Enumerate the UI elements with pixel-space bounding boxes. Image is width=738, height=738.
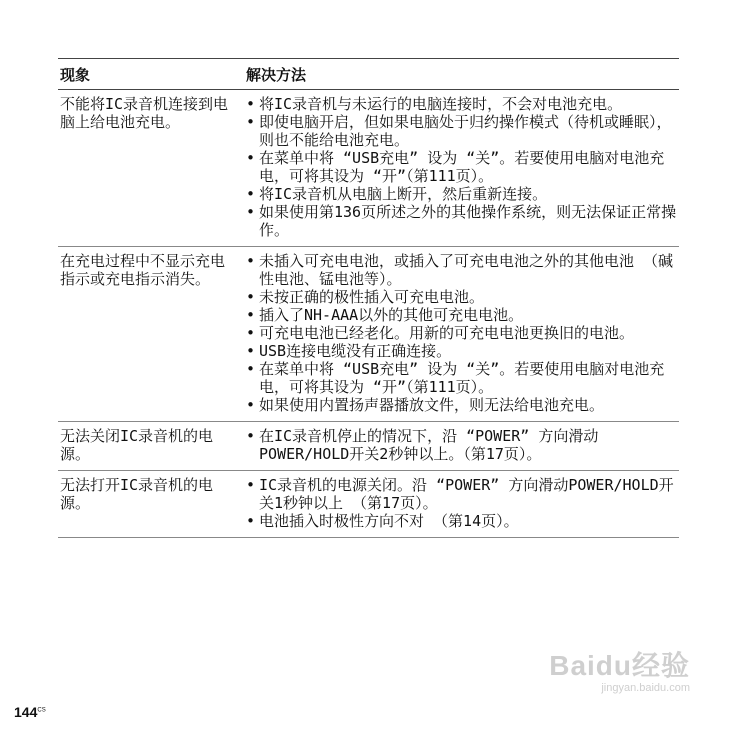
symptom-cell: 不能将IC录音机连接到电脑上给电池充电。 [60,95,229,131]
remedy-item: • 电池插入时极性方向不对 （第14页）。 [246,512,679,530]
remedy-item: • 在菜单中将 “USB充电” 设为 “关”。若要使用电脑对电池充电，可将其设为 “开”（第111页）。 [246,149,679,185]
page-language-suffix: CS [37,707,46,714]
remedy-item: • 插入了NH-AAA以外的其他可充电电池。 [246,306,679,324]
symptom-cell: 无法关闭IC录音机的电源。 [60,427,214,463]
page-number [14,704,46,720]
watermark [549,644,690,694]
table-row [58,422,679,471]
remedy-item: • 未插入可充电电池，或插入了可充电电池之外的其他电池 （碱性电池、锰电池等）。 [246,252,679,288]
table-row [58,90,679,247]
remedy-list [246,476,679,530]
remedy-list [246,95,679,239]
remedy-item: • 可充电电池已经老化。用新的可充电电池更换旧的电池。 [246,324,679,342]
table-header [58,59,679,90]
troubleshooting-table [58,58,679,538]
remedy-list [246,252,679,414]
remedy-item: • IC录音机的电源关闭。沿 “POWER” 方向滑动POWER/HOLD开关1秒钟以上 （第17页）。 [246,476,679,512]
watermark-url: jingyan.baidu.com [601,682,690,694]
remedy-item: • 即使电脑开启，但如果电脑处于归约操作模式（待机或睡眠），则也不能给电池充电。 [246,113,679,149]
table-row [58,471,679,538]
remedy-item: • 在IC录音机停止的情况下，沿 “POWER” 方向滑动POWER/HOLD开关2秒钟以上。（第17页）。 [246,427,679,463]
table-row [58,247,679,422]
remedy-item: • 在菜单中将 “USB充电” 设为 “关”。若要使用电脑对电池充电，可将其设为 “开”（第111页）。 [246,360,679,396]
symptom-cell: 无法打开IC录音机的电源。 [60,476,214,512]
symptom-cell: 在充电过程中不显示充电指示或充电指示消失。 [60,252,226,288]
remedy-item: • 如果使用第136页所述之外的其他操作系统，则无法保证正常操作。 [246,203,679,239]
remedy-item: • USB连接电缆没有正确连接。 [246,342,679,360]
page-number-value: 144 [14,704,38,720]
remedy-item: • 将IC录音机与未运行的电脑连接时，不会对电池充电。 [246,95,679,113]
remedy-item: • 未按正确的极性插入可充电电池。 [246,288,679,306]
remedy-column-header: 解决方法 [246,65,307,84]
watermark-brand: Baidu经验 [549,650,690,681]
symptom-column-header: 现象 [60,65,91,84]
remedy-item: • 将IC录音机从电脑上断开，然后重新连接。 [246,185,679,203]
remedy-list [246,427,679,463]
remedy-item: • 如果使用内置扬声器播放文件，则无法给电池充电。 [246,396,679,414]
